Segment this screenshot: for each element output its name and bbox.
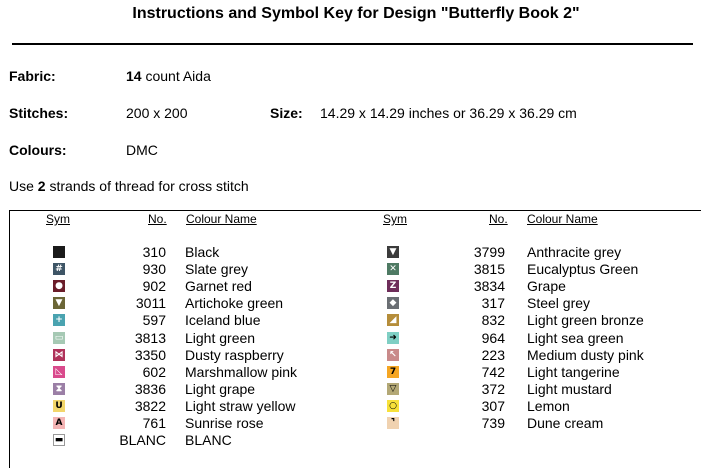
colour-name: Light sea green: [527, 329, 624, 346]
dmc-number: 317: [481, 295, 505, 312]
dmc-number: 3834: [473, 278, 505, 295]
hourglass-symbol-icon: ⧗: [53, 383, 65, 395]
bowtie-symbol-icon: ⋈: [54, 349, 64, 360]
colour-name: Lemon: [527, 397, 570, 414]
colour-name: Marshmallow pink: [185, 363, 298, 380]
dmc-number: 3815: [473, 261, 505, 278]
dmc-number: 902: [142, 278, 166, 295]
bar-symbol-icon: ▬: [54, 435, 64, 446]
triangle-down-symbol-icon: ▼: [387, 246, 399, 258]
key-row: [0, 244, 712, 261]
plus-symbol-icon: +: [53, 314, 65, 326]
rectangle-symbol-icon: ▭: [54, 332, 64, 343]
instruction-suffix: strands of thread for cross stitch: [45, 178, 249, 194]
dmc-number: 602: [142, 363, 166, 380]
instruction-prefix: Use: [9, 178, 38, 194]
colour-name: Dusty raspberry: [185, 346, 284, 363]
dmc-number: 3350: [134, 346, 166, 363]
key-row: [0, 330, 712, 347]
colour-name: Eucalyptus Green: [527, 261, 639, 278]
stitches-value: 200 x 200: [126, 105, 188, 121]
left-name-header: Colour Name: [186, 212, 257, 226]
title-divider: [12, 43, 693, 45]
u-symbol-icon: U: [53, 400, 65, 412]
colours-value: DMC: [126, 142, 158, 158]
key-row: [0, 432, 712, 449]
arrow-symbol-icon: ➜: [387, 332, 399, 344]
triangle-corner-symbol-icon: ◺: [53, 366, 65, 378]
x-symbol-icon: ✕: [387, 263, 399, 275]
colour-name: Grape: [527, 278, 566, 295]
colour-name: Dune cream: [527, 415, 604, 431]
size-value: 14.29 x 14.29 inches or 36.29 x 36.29 cm: [320, 105, 577, 121]
dmc-number: 597: [142, 312, 166, 329]
size-label: Size:: [270, 105, 303, 121]
fabric-count: 14: [126, 68, 142, 84]
dmc-number: 223: [481, 346, 505, 363]
triangle-outline-symbol-icon: ▽: [387, 383, 399, 395]
dmc-number: 307: [481, 397, 505, 414]
dmc-number: 930: [142, 261, 166, 278]
page-title: Instructions and Symbol Key for Design "Butterfly Book 2": [132, 5, 580, 22]
colour-name: Slate grey: [185, 261, 249, 278]
colour-name: Black: [185, 244, 220, 260]
colour-name: Garnet red: [185, 278, 252, 295]
dmc-number: 310: [142, 244, 166, 260]
dmc-number: 3813: [134, 329, 166, 346]
colour-name: Sunrise rose: [185, 415, 264, 431]
colour-name: Iceland blue: [185, 312, 261, 329]
corner-symbol-icon: ⌝: [387, 417, 399, 429]
circle-outline-symbol-icon: ○: [387, 400, 399, 412]
dmc-number: 3799: [473, 244, 505, 260]
colour-name: Light tangerine: [527, 363, 620, 380]
triangle-down-symbol-icon: ▼: [53, 297, 65, 309]
key-row: [0, 347, 712, 364]
triangle-corner-symbol-icon: ◢: [387, 314, 399, 326]
colour-name: BLANC: [185, 432, 232, 449]
left-sym-header: Sym: [46, 212, 70, 226]
arrow-up-left-symbol-icon: ↖: [387, 349, 399, 361]
circle-symbol-icon: ●: [53, 280, 65, 292]
dmc-number: 964: [481, 329, 505, 346]
stitches-label: Stitches:: [9, 105, 69, 121]
dmc-number: 832: [481, 312, 505, 329]
colour-name: Light mustard: [527, 380, 612, 397]
key-row: [0, 312, 712, 329]
a-symbol-icon: A: [53, 417, 65, 429]
dmc-number: 742: [481, 363, 505, 380]
key-row: [0, 278, 712, 295]
colour-name: Light green bronze: [527, 312, 644, 329]
fabric-label: Fabric:: [9, 68, 56, 84]
diamond-symbol-icon: ◆: [387, 297, 399, 309]
dmc-number: 3822: [134, 397, 166, 414]
seven-symbol-icon: 7: [387, 366, 399, 378]
strand-count: 2: [37, 178, 46, 194]
key-row: [0, 398, 712, 415]
thread-instruction: [9, 178, 249, 194]
dmc-number: BLANC: [119, 432, 166, 449]
dmc-number: 761: [142, 415, 166, 431]
dmc-number: 739: [481, 415, 505, 431]
colours-label: Colours:: [9, 142, 67, 158]
dmc-number: 3836: [134, 380, 166, 397]
fabric-value: [126, 68, 211, 84]
right-sym-header: Sym: [383, 212, 407, 226]
key-row: [0, 364, 712, 381]
fabric-type: count Aida: [141, 68, 211, 84]
dmc-number: 3011: [135, 295, 166, 312]
left-no-header: No.: [148, 212, 167, 226]
colour-name: Light green: [185, 329, 256, 346]
colour-name: Light straw yellow: [185, 397, 296, 414]
colour-name: Artichoke green: [185, 295, 284, 312]
key-row: [0, 261, 712, 278]
key-row: [0, 415, 712, 432]
colour-name: Light grape: [185, 380, 256, 397]
dmc-number: 372: [481, 380, 505, 397]
key-row: [0, 381, 712, 398]
hash-symbol-icon: #: [53, 263, 65, 275]
z-symbol-icon: Z: [387, 280, 399, 292]
key-row: [0, 295, 712, 312]
colour-name: Steel grey: [527, 295, 591, 312]
right-name-header: Colour Name: [527, 212, 598, 226]
colour-name: Medium dusty pink: [527, 346, 644, 363]
colour-name: Anthracite grey: [527, 244, 622, 260]
right-no-header: No.: [489, 212, 508, 226]
